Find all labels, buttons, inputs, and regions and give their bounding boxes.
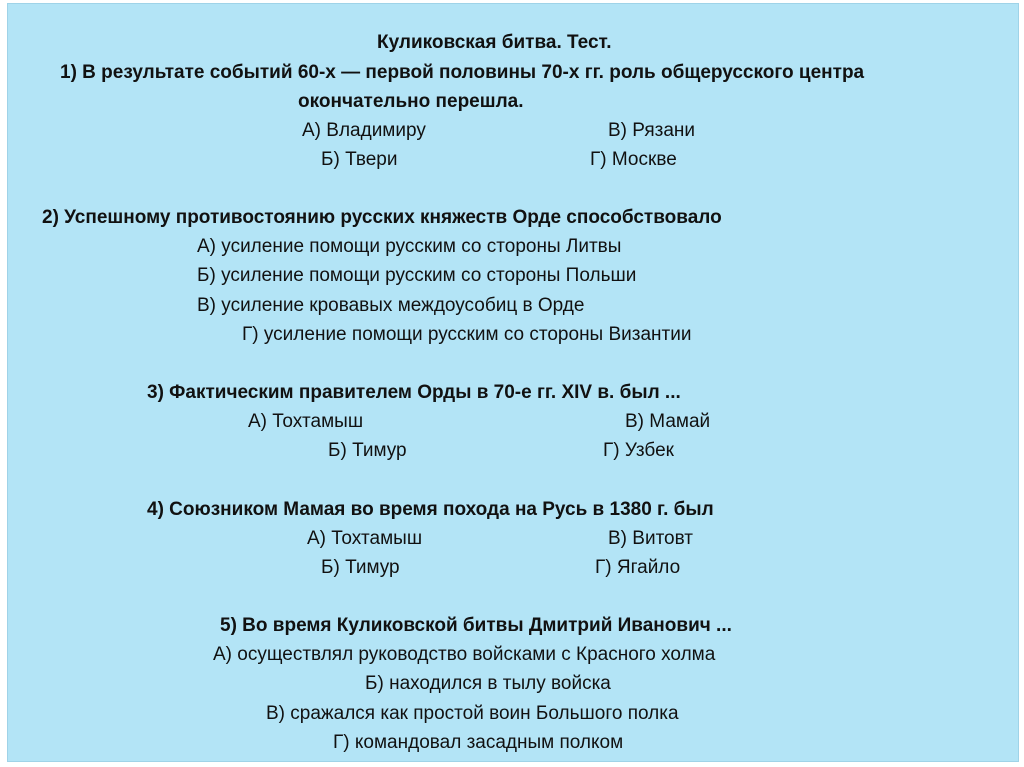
q2-option-b: Б) усиление помощи русским со стороны Польши — [197, 265, 637, 286]
q2-option-g: Г) усиление помощи русским со стороны Византии — [242, 324, 692, 345]
q4-option-v: В) Витовт — [608, 528, 693, 549]
q4-option-a: А) Тохтамыш — [307, 528, 423, 549]
question-2-text: 2) Успешному противостоянию русских княжеств Орде способствовало — [42, 207, 722, 228]
q4-option-g: Г) Ягайло — [595, 557, 681, 578]
q1-option-a: А) Владимиру — [302, 120, 426, 141]
q1-option-b: Б) Твери — [321, 149, 398, 170]
question-5-text: 5) Во время Куликовской битвы Дмитрий Иванович ... — [220, 615, 732, 636]
q1-option-v: В) Рязани — [608, 120, 695, 141]
question-1-text-cont: окончательно перешла. — [298, 91, 524, 112]
q5-option-v: В) сражался как простой воин Большого полка — [266, 703, 679, 724]
q5-option-a: А) осуществлял руководство войсками с Красного холма — [213, 644, 716, 665]
q3-option-g: Г) Узбек — [603, 440, 674, 461]
q2-option-v: В) усиление кровавых междоусобиц в Орде — [197, 295, 585, 316]
q4-option-b: Б) Тимур — [321, 557, 400, 578]
q3-option-a: А) Тохтамыш — [248, 411, 364, 432]
q3-option-v: В) Мамай — [625, 411, 711, 432]
q1-option-g: Г) Москве — [590, 149, 677, 170]
q5-option-g: Г) командовал засадным полком — [333, 732, 624, 753]
test-title: Куликовская битва. Тест. — [377, 32, 612, 53]
q2-option-a: А) усиление помощи русским со стороны Литвы — [197, 236, 622, 257]
question-3-text: 3) Фактическим правителем Орды в 70-е гг. XIV в. был ... — [147, 382, 681, 403]
slide — [7, 3, 1019, 762]
q5-option-b: Б) находился в тылу войска — [365, 673, 611, 694]
q3-option-b: Б) Тимур — [328, 440, 407, 461]
question-1-text: 1) В результате событий 60-х — первой половины 70-х гг. роль общерусского центра — [60, 62, 865, 83]
question-4-text: 4) Союзником Мамая во время похода на Русь в 1380 г. был — [147, 499, 714, 520]
